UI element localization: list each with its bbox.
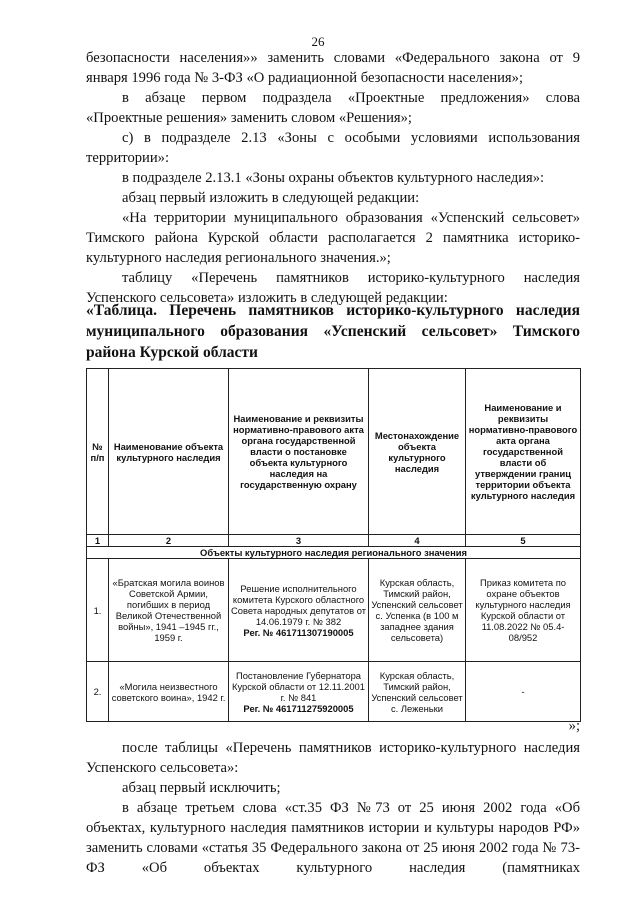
column-number: 3 bbox=[229, 535, 369, 547]
protection-act bbox=[229, 559, 369, 662]
column-number: 1 bbox=[87, 535, 109, 547]
act-text: Решение исполнительного комитета Курского областного Совета народных депутатов от 14.06.1979 г. № 382 bbox=[231, 582, 366, 627]
header-cell: Наименование объекта культурного наследия bbox=[109, 369, 229, 535]
location: Курская область, Тимский район, Успенский сельсовет с. Успенка (в 100 м западнее здания сельсовета) bbox=[369, 559, 466, 662]
monuments-table bbox=[86, 368, 581, 722]
paragraph: после таблицы «Перечень памятников историко-культурного наследия Успенского сельсовета»: bbox=[86, 740, 580, 776]
paragraph: безопасности населения»» заменить словами «Федерального закона от 9 января 1996 года № 3-ФЗ «О радиационной безопасности населения»; bbox=[86, 50, 580, 86]
table-header-row bbox=[87, 369, 581, 535]
boundary-act: - bbox=[466, 662, 581, 722]
group-row bbox=[87, 547, 581, 559]
page-number: 26 bbox=[311, 34, 325, 49]
object-name: «Братская могила воинов Советской Армии, погибших в период Великой Отечественной войны», 1941 –1945 гг., 1959 г. bbox=[109, 559, 229, 662]
act-text: Постановление Губернатора Курской области от 12.11.2001 г. № 841 bbox=[231, 669, 365, 703]
paragraph: таблицу «Перечень памятников историко-культурного наследия Успенского сельсовета» изложить в следующей редакции: bbox=[86, 270, 580, 306]
column-number: 4 bbox=[369, 535, 466, 547]
closing-mark: »; bbox=[568, 718, 580, 734]
row-number: 1. bbox=[87, 559, 109, 662]
header-cell: Наименование и реквизиты нормативно-правового акта органа государственной власти об утверждении границ территории объекта культурного наследия bbox=[466, 369, 581, 535]
paragraph: «На территории муниципального образования «Успенский сельсовет» Тимского района Курской области располагается 2 памятника историко-культурного наследия регионального значения.»; bbox=[86, 210, 580, 266]
reg-number: Рег. № 461711275920005 bbox=[243, 702, 354, 714]
table-heading: «Таблица. Перечень памятников историко-культурного наследия муниципального образования «Успенский сельсовет» Тимского района Курской области bbox=[86, 302, 580, 361]
paragraph: абзац первый исключить; bbox=[122, 780, 281, 796]
reg-number: Рег. № 461711307190005 bbox=[243, 626, 354, 638]
row-number: 2. bbox=[87, 662, 109, 722]
location: Курская область, Тимский район, Успенский сельсовет с. Леженьки bbox=[369, 662, 466, 722]
paragraph: в абзаце третьем слова «ст.35 ФЗ №73 от 25 июня 2002 года «Об объектах, культурного наследия памятников истории и культуры народов РФ» заменить словами «статья 35 Федерального закона от 25 июня 2002 года № 73-ФЗ «Об объектах культурного наследия (памятниках bbox=[86, 800, 580, 876]
table-row bbox=[87, 662, 581, 722]
text-block-bottom bbox=[86, 738, 580, 878]
paragraph: с) в подразделе 2.13 «Зоны с особыми условиями использования территории»: bbox=[86, 130, 580, 166]
paragraph: в абзаце первом подраздела «Проектные предложения» слова «Проектные решения» заменить словом «Решения»; bbox=[86, 90, 580, 126]
column-number: 2 bbox=[109, 535, 229, 547]
header-cell: № п/п bbox=[87, 369, 109, 535]
header-cell: Местонахождение объекта культурного наследия bbox=[369, 369, 466, 535]
paragraph: абзац первый изложить в следующей редакции: bbox=[122, 190, 420, 206]
column-number-row bbox=[87, 535, 581, 547]
group-title: Объекты культурного наследия регионального значения bbox=[87, 547, 581, 559]
object-name: «Могила неизвестного советского воина», 1942 г. bbox=[109, 662, 229, 722]
text-block-top bbox=[86, 48, 580, 308]
column-number: 5 bbox=[466, 535, 581, 547]
paragraph: в подразделе 2.13.1 «Зоны охраны объектов культурного наследия»: bbox=[122, 170, 545, 186]
table-row bbox=[87, 559, 581, 662]
protection-act bbox=[229, 662, 369, 722]
header-cell: Наименование и реквизиты нормативно-правового акта органа государственной власти о постановке объекта культурного наследия на государственную охрану bbox=[229, 369, 369, 535]
boundary-act: Приказ комитета по охране объектов культурного наследия Курской области от 11.08.2022 № 05.4-08/952 bbox=[466, 559, 581, 662]
